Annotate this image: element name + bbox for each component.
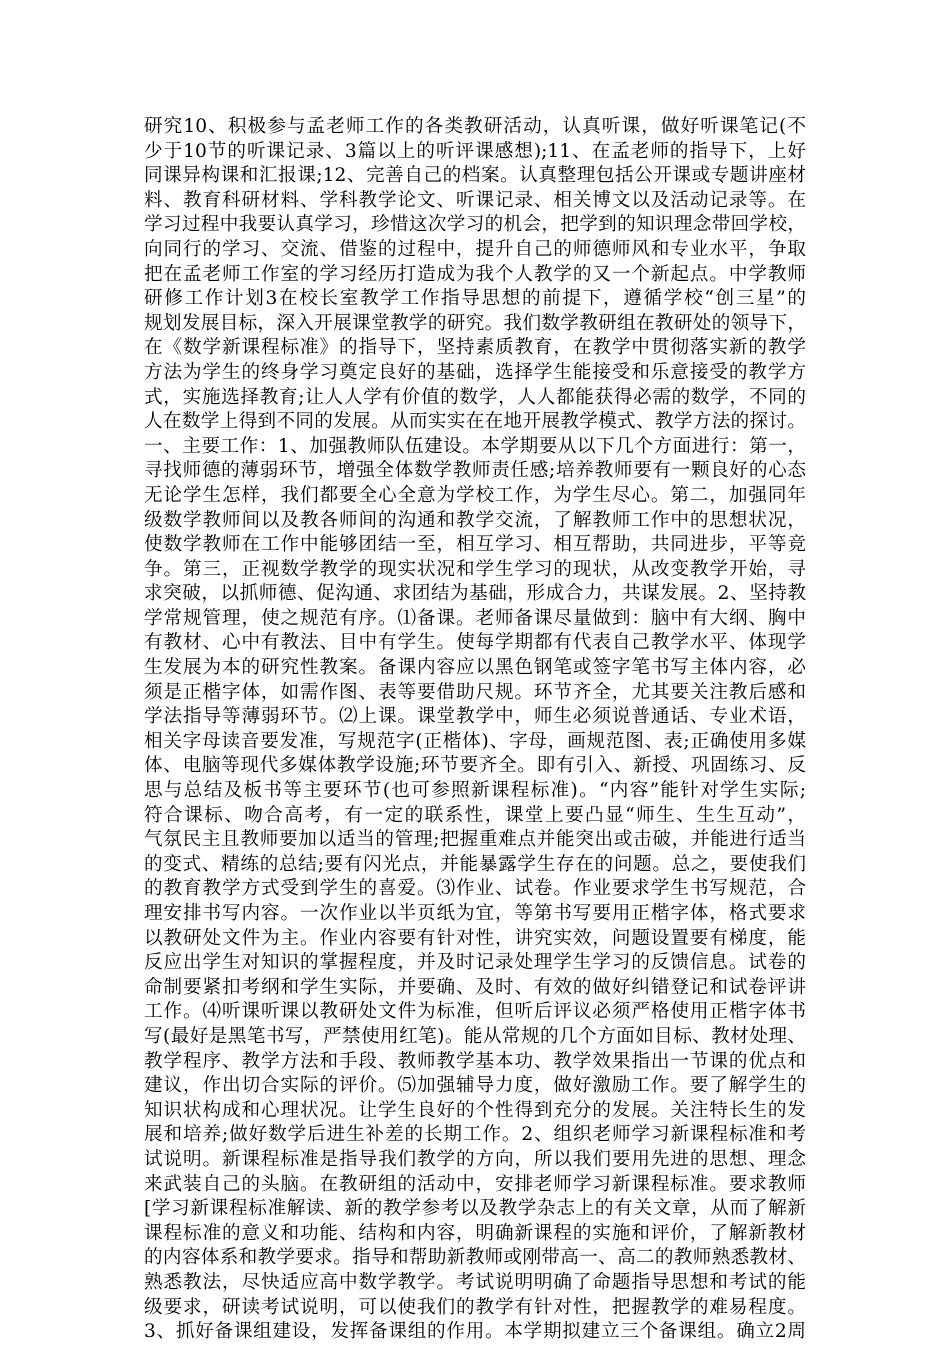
text-line: 生发展为本的研究性教案。备课内容应以黑色钢笔或签字笔书写主体内容，必 bbox=[144, 657, 806, 679]
text-line: 学常规管理，使之规范有序。⑴备课。老师备课尽量做到：脑中有大纲、胸中 bbox=[144, 607, 806, 629]
text-line: 思与总结及板书等主要环节(也可参照新课程标准)。“内容”能针对学生实际; bbox=[144, 780, 806, 802]
text-line: [学习新课程标准解读、新的教学参考以及教学杂志上的有关文章，从而了解新 bbox=[144, 1198, 806, 1220]
text-line: 3、抓好备课组建设，发挥备课组的作用。本学期拟建立三个备课组。确立2周 bbox=[144, 1321, 806, 1343]
text-line: 在《数学新课程标准》的指导下，坚持素质教育，在教学中贯彻落实新的教学 bbox=[144, 337, 806, 359]
text-line: 有教材、心中有教法、目中有学生。使每学期都有代表自己教学水平、体现学 bbox=[144, 632, 806, 654]
text-line: 体、电脑等现代多媒体教学设施;环节要齐全。即有引入、新授、巩固练习、反 bbox=[144, 755, 806, 777]
text-line: 使数学教师在工作中能够团结一至，相互学习、相互帮助，共同进步，平等竞 bbox=[144, 534, 806, 556]
text-line: 知识状构成和心理状况。让学生良好的个性得到充分的发展。关注特长生的发 bbox=[144, 1099, 806, 1121]
text-line: 研究10、积极参与孟老师工作的各类教研活动，认真听课，做好听课笔记(不 bbox=[144, 116, 806, 137]
text-line: 争。第三，正视数学教学的现实状况和学生学习的现状，从改变教学开始，寻 bbox=[144, 558, 806, 580]
text-line: 无论学生怎样，我们都要全心全意为学校工作，为学生尽心。第二，加强同年 bbox=[144, 484, 806, 506]
text-line: 的变式、精练的总结;要有闪光点，并能暴露学生存在的问题。总之，要使我们 bbox=[144, 853, 806, 875]
text-line: 方法为学生的终身学习奠定良好的基础，选择学生能接受和乐意接受的教学方 bbox=[144, 361, 806, 383]
text-line: 建议，作出切合实际的评价。⑸加强辅导力度，做好激励工作。要了解学生的 bbox=[144, 1075, 806, 1097]
text-line: 学法指导等薄弱环节。⑵上课。课堂教学中，师生必须说普通话、专业术语， bbox=[144, 706, 806, 728]
text-line: 熟悉教法，尽快适应高中数学教学。考试说明明确了命题指导思想和考试的能 bbox=[144, 1271, 806, 1293]
text-line: 同课异构课和汇报课;12、完善自己的档案。认真整理包括公开课或专题讲座材 bbox=[144, 165, 806, 187]
text-line: 来武装自己的头脑。在教研组的活动中，安排老师学习新课程标准。要求教师 bbox=[144, 1173, 806, 1195]
text-line: 教学程序、教学方法和手段、教师教学基本功、教学效果指出一节课的优点和 bbox=[144, 1050, 806, 1072]
text-line: 相关字母读音要发准，写规范字(正楷体)、字母，画规范图、表;正确使用多媒 bbox=[144, 730, 806, 752]
text-line: 须是正楷字体，如需作图、表等要借助尺规。环节齐全，尤其要关注教后感和 bbox=[144, 681, 806, 703]
text-line: 的教育教学方式受到学生的喜爱。⑶作业、试卷。作业要求学生书写规范，合 bbox=[144, 878, 806, 900]
text-line: 写(最好是黑笔书写，严禁使用红笔)。能从常规的几个方面如目标、教材处理、 bbox=[144, 1025, 806, 1047]
text-line: 研修工作计划3在校长室教学工作指导思想的前提下，遵循学校“创三星”的 bbox=[144, 288, 806, 310]
text-line: 符合课标、吻合高考，有一定的联系性，课堂上要凸显“师生、生生互动”， bbox=[144, 804, 806, 826]
text-line: 一、主要工作：1、加强教师队伍建设。本学期要从以下几个方面进行：第一， bbox=[144, 435, 806, 457]
text-line: 少于10节的听课记录、3篇以上的听评课感想);11、在孟老师的指导下，上好 bbox=[144, 140, 806, 162]
text-line: 料、教育科研材料、学科教学论文、听课记录、相关博文以及活动记录等。在 bbox=[144, 189, 806, 211]
text-line: 课程标准的意义和功能、结构和内容，明确新课程的实施和评价，了解新教材 bbox=[144, 1222, 806, 1244]
text-line: 反应出学生对知识的掌握程度，并及时记录处理学生学习的反馈信息。试卷的 bbox=[144, 952, 806, 974]
text-line: 把在孟老师工作室的学习经历打造成为我个人教学的又一个新起点。中学教师 bbox=[144, 263, 806, 285]
text-line: 学习过程中我要认真学习，珍惜这次学习的机会，把学到的知识理念带回学校， bbox=[144, 214, 806, 236]
document-body bbox=[144, 115, 806, 1345]
text-line: 气氛民主且教师要加以适当的管理;把握重难点并能突出或击破，并能进行适当 bbox=[144, 829, 806, 851]
text-line: 式，实施选择教育;让人人学有价值的数学，人人都能获得必需的数学，不同的 bbox=[144, 386, 806, 408]
text-line: 的内容体系和教学要求。指导和帮助新教师或刚带高一、高二的教师熟悉教材、 bbox=[144, 1247, 806, 1269]
text-line: 级要求，研读考试说明，可以使我们的教学有针对性，把握教学的难易程度。 bbox=[144, 1296, 806, 1318]
text-line: 工作。⑷听课听课以教研处文件为标准，但听后评议必须严格使用正楷字体书 bbox=[144, 1001, 806, 1023]
text-line: 级数学教师间以及教各师间的沟通和教学交流，了解教师工作中的思想状况， bbox=[144, 509, 806, 531]
text-line: 试说明。新课程标准是指导我们教学的方向，所以我们要用先进的思想、理念 bbox=[144, 1148, 806, 1170]
text-line: 命制要紧扣考纲和学生实际，并要确、及时、有效的做好纠错登记和试卷评讲 bbox=[144, 976, 806, 998]
text-line: 向同行的学习、交流、借鉴的过程中，提升自己的师德师风和专业水平，争取 bbox=[144, 238, 806, 260]
text-line: 寻找师德的薄弱环节，增强全体数学教师责任感;培养教师要有一颗良好的心态 bbox=[144, 460, 806, 482]
text-line: 求突破，以抓师德、促沟通、求团结为基础，形成合力，共谋发展。2、坚持教 bbox=[144, 583, 806, 605]
text-line: 理安排书写内容。一次作业以半页纸为宜，等第书写要用正楷字体，格式要求 bbox=[144, 903, 806, 924]
text-line: 人在数学上得到不同的发展。从而实实在在地开展教学模式、教学方法的探讨。 bbox=[144, 411, 806, 433]
text-line: 展和培养;做好数学后进生补差的长期工作。2、组织老师学习新课程标准和考 bbox=[144, 1124, 806, 1146]
text-line: 规划发展目标，深入开展课堂教学的研究。我们数学教研组在教研处的领导下， bbox=[144, 312, 806, 334]
text-line: 以教研处文件为主。作业内容要有针对性，讲究实效，问题设置要有梯度，能 bbox=[144, 927, 806, 949]
